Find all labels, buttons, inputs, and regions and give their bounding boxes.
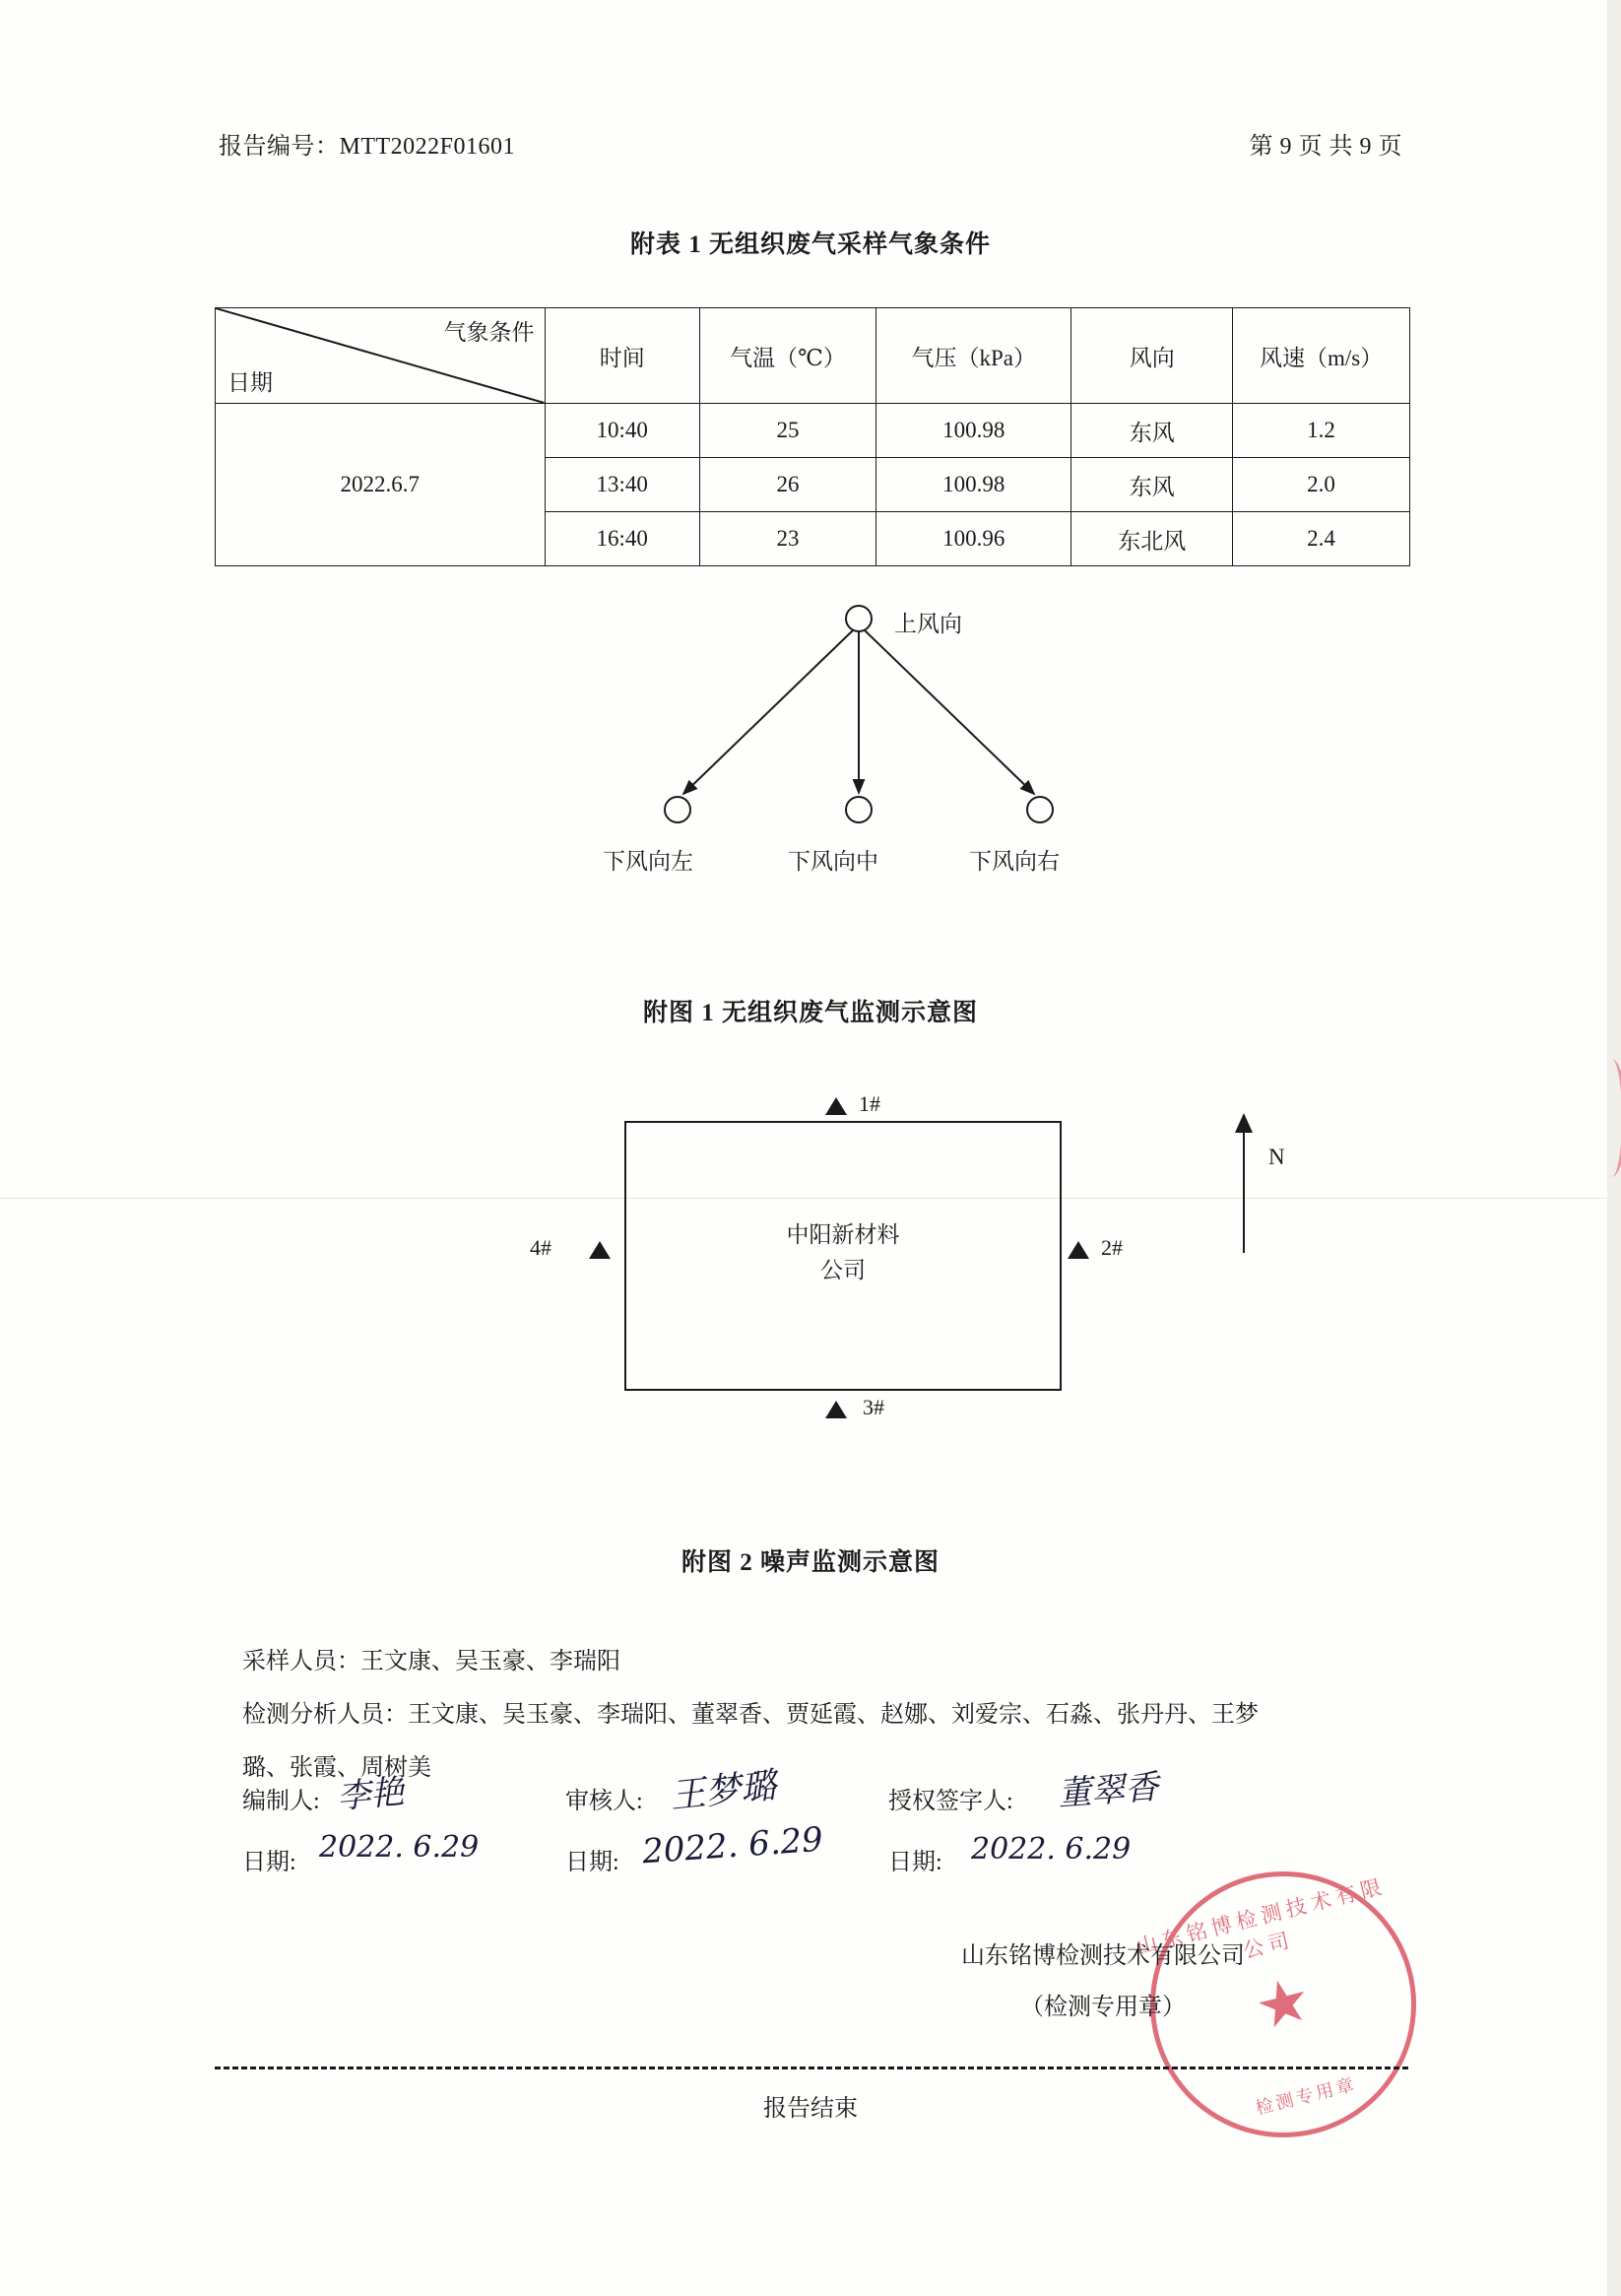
table-corner-cell (216, 308, 546, 404)
col-header-time: 时间 (545, 308, 699, 404)
cell-speed: 2.0 (1233, 458, 1410, 512)
compiler-label: 编制人: (242, 1789, 320, 1814)
figure1-title: 附图 1 无组织废气监测示意图 (642, 1000, 978, 1026)
col-header-wind-direction: 风向 (1071, 308, 1233, 404)
wind-sampling-diagram (0, 591, 1621, 965)
label-upwind: 上风向 (894, 612, 962, 636)
plant-name-line1: 中阳新材料 (786, 1222, 900, 1247)
figure2-title: 附图 2 噪声监测示意图 (681, 1549, 940, 1576)
seal-arc-top-text: 山东铭博检测技术有限公司 (1134, 1873, 1389, 1963)
analysis-personnel-line1: 检测分析人员：王文康、吴玉豪、李瑞阳、董翠香、贾延霞、赵娜、刘爱宗、石淼、张丹丹、王梦 (242, 1702, 1259, 1728)
footer-divider (215, 2066, 1408, 2069)
monitoring-point-2-icon (1068, 1241, 1089, 1259)
cell-date: 2022.6.7 (216, 404, 546, 566)
table-row (216, 404, 1410, 458)
cell-pressure: 100.98 (876, 458, 1071, 512)
monitoring-point-4-label: 4# (530, 1235, 551, 1260)
reviewer-signature: 王梦璐 (668, 1765, 779, 1817)
cell-temp: 23 (699, 512, 875, 566)
cell-temp: 25 (699, 404, 875, 458)
monitoring-point-2-label: 2# (1101, 1235, 1123, 1260)
authorizer-signature: 董翠香 (1056, 1767, 1160, 1814)
company-name: 山东铭博检测技术有限公司 (961, 1943, 1245, 1969)
monitoring-point-1-label: 1# (859, 1091, 880, 1116)
col-header-temperature: 气温（℃） (699, 308, 875, 404)
cell-time: 13:40 (545, 458, 699, 512)
cell-time: 16:40 (545, 512, 699, 566)
cell-speed: 2.4 (1233, 512, 1410, 566)
corner-label-date: 日期 (227, 370, 273, 395)
corner-label-condition: 气象条件 (443, 320, 535, 345)
personnel-block (242, 1635, 1473, 1795)
authorizer-date-value: 2022. 6.29 (971, 1832, 1132, 1867)
cell-pressure: 100.96 (876, 512, 1071, 566)
table1-title: 附表 1 无组织废气采样气象条件 (629, 231, 991, 258)
seal-star-icon: ★ (1248, 1965, 1319, 2044)
analysis-personnel-line2: 璐、张霞、周树美 (242, 1755, 431, 1781)
seal-arc-bottom-text: 检测专用章 (1253, 2073, 1359, 2119)
company-seal-text: （检测专用章） (1020, 1995, 1186, 2020)
monitoring-point-4-icon (589, 1241, 611, 1259)
signature-compiler (242, 1772, 567, 1909)
page-number: 第 9 页 共 9 页 (1249, 134, 1402, 160)
plant-name-line2: 公司 (820, 1258, 866, 1282)
sampling-personnel: 采样人员：王文康、吴玉豪、李瑞阳 (242, 1649, 620, 1674)
meteorology-table (215, 307, 1410, 566)
compiler-signature: 李艳 (335, 1772, 406, 1817)
label-downwind-left: 下风向左 (603, 849, 693, 874)
monitoring-point-1-icon (825, 1097, 847, 1115)
reviewer-date-label: 日期: (565, 1850, 619, 1875)
cell-direction: 东风 (1071, 404, 1233, 458)
cell-direction: 东北风 (1071, 512, 1233, 566)
compiler-date-value: 2022. 6.29 (319, 1830, 480, 1865)
north-arrow-shaft (1243, 1125, 1245, 1253)
col-header-wind-speed: 风速（m/s） (1233, 308, 1410, 404)
north-label: N (1268, 1145, 1285, 1169)
label-downwind-right: 下风向右 (969, 849, 1060, 874)
authorizer-label: 授权签字人: (888, 1789, 1013, 1814)
label-downwind-middle: 下风向中 (788, 849, 878, 874)
reviewer-date-value: 2022. 6.29 (640, 1819, 825, 1872)
table-header-row (216, 308, 1410, 404)
cell-speed: 1.2 (1233, 404, 1410, 458)
report-end-text: 报告结束 (763, 2096, 858, 2122)
reviewer-label: 审核人: (565, 1789, 643, 1814)
wind-diagram-svg (0, 591, 1621, 965)
cell-direction: 东风 (1071, 458, 1233, 512)
plant-name (626, 1217, 1060, 1288)
report-number: 报告编号：MTT2022F01601 (219, 134, 516, 160)
noise-monitoring-diagram (0, 1083, 1621, 1497)
compiler-date-label: 日期: (242, 1850, 296, 1875)
col-header-pressure: 气压（kPa） (876, 308, 1071, 404)
signature-reviewer (565, 1765, 890, 1909)
cell-pressure: 100.98 (876, 404, 1071, 458)
authorizer-date-label: 日期: (888, 1850, 942, 1875)
monitoring-point-3-icon (825, 1401, 847, 1418)
plant-boundary-box (624, 1121, 1062, 1391)
company-block (961, 1931, 1245, 2033)
cell-temp: 26 (699, 458, 875, 512)
monitoring-point-3-label: 3# (863, 1395, 884, 1419)
cell-time: 10:40 (545, 404, 699, 458)
